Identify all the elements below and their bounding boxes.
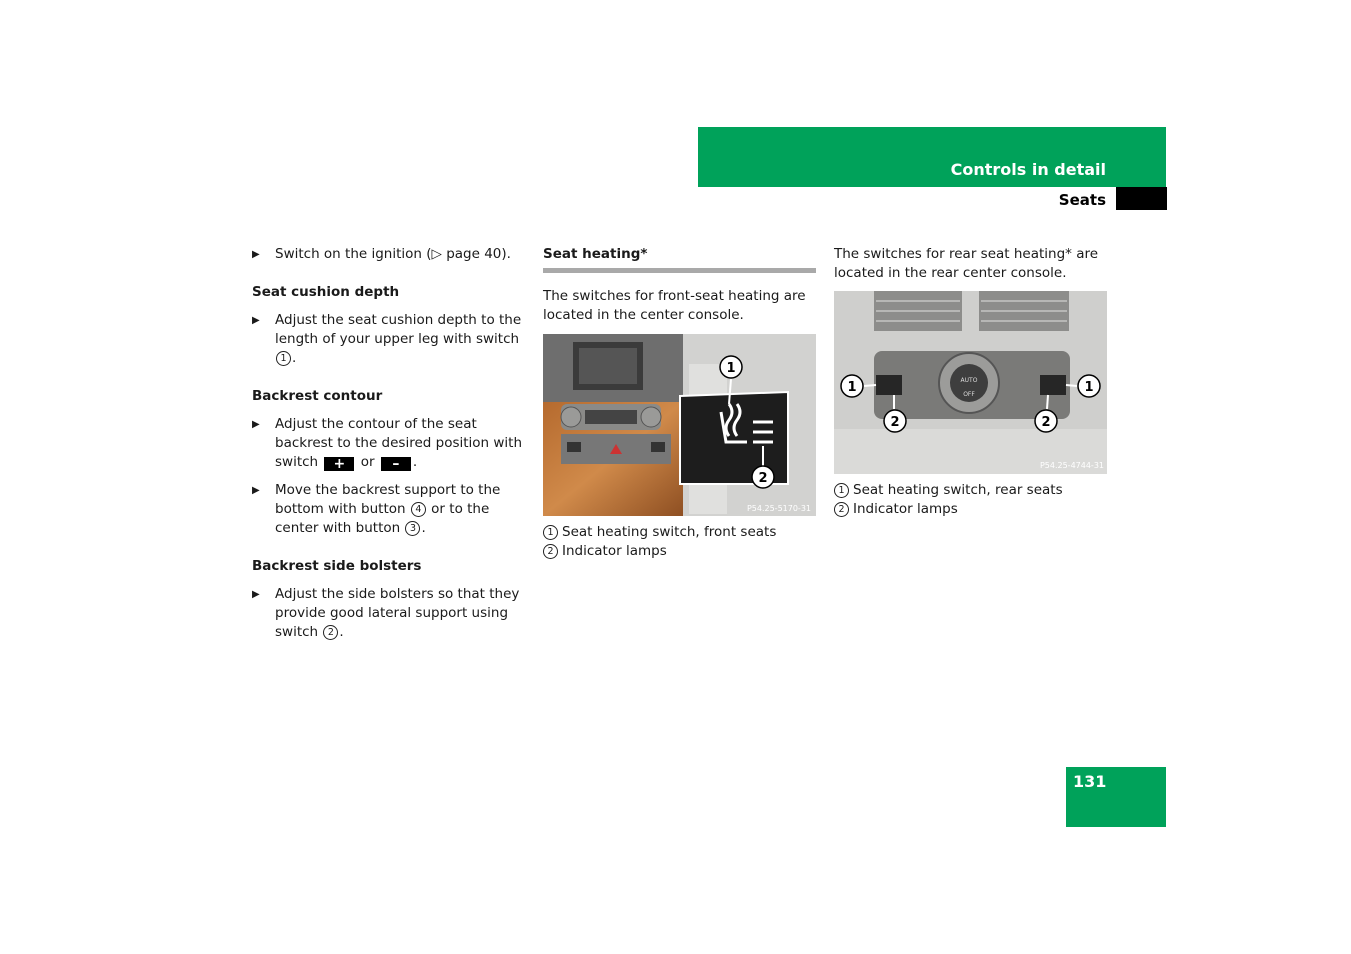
plus-key: + <box>324 457 354 471</box>
column-middle <box>543 245 816 561</box>
punct: . <box>292 350 297 366</box>
photo-label-off: OFF <box>963 391 975 398</box>
photo-callout-1-left: 1 <box>847 380 857 395</box>
callout-1: 1 <box>543 525 558 540</box>
caption-1 <box>834 481 1107 500</box>
heading-side-bolsters: Backrest side bolsters <box>252 558 422 574</box>
callout-4: 4 <box>411 502 426 517</box>
subsection-title: Seats <box>1058 191 1106 209</box>
column-left <box>252 245 524 651</box>
photo-callout-1-right: 1 <box>1084 380 1094 395</box>
callout-1: 1 <box>834 483 849 498</box>
step-text: Switch on the ignition (▷ page 40). <box>275 246 511 262</box>
caption-text: Indicator lamps <box>562 543 667 559</box>
step-cushion <box>252 311 524 368</box>
callout-2: 2 <box>323 625 338 640</box>
step-text: Adjust the side bolsters so that they provide good lateral support using switch <box>275 586 520 640</box>
step-support <box>252 481 524 538</box>
triangle-bullet-icon: ▶ <box>252 315 260 326</box>
heading-seat-heating: Seat heating* <box>543 245 816 273</box>
triangle-bullet-icon: ▶ <box>252 249 260 260</box>
or-word: or <box>360 454 375 470</box>
heading-backrest-contour: Backrest contour <box>252 388 383 404</box>
step-text: Adjust the seat cushion depth to the length of your upper leg with switch <box>275 312 522 347</box>
column-right <box>834 245 1107 519</box>
caption-text: Seat heating switch, rear seats <box>853 482 1063 498</box>
callout-2: 2 <box>543 544 558 559</box>
caption-text: Seat heating switch, front seats <box>562 524 777 540</box>
subsection-marker <box>1116 187 1167 210</box>
photo-callout-2: 2 <box>758 471 768 486</box>
caption-text: Indicator lamps <box>853 501 958 517</box>
rear-console-photo <box>834 291 1107 474</box>
step-bolsters <box>252 585 524 642</box>
section-title: Controls in detail <box>950 160 1106 179</box>
step-text: Adjust the contour of the seat backrest to the desired position with switch <box>275 416 523 470</box>
step-text: Move the backrest support to the bottom with button <box>275 482 501 517</box>
minus-key: – <box>381 457 411 471</box>
caption-2 <box>543 542 816 561</box>
photo-label-auto: AUTO <box>960 377 978 384</box>
triangle-bullet-icon: ▶ <box>252 419 260 430</box>
punct: . <box>339 624 344 640</box>
photo-callout-1: 1 <box>726 361 736 376</box>
rear-intro: The switches for rear seat heating* are located in the rear center console. <box>834 246 1099 281</box>
step-contour <box>252 415 524 472</box>
photo-code: P54.25-4744-31 <box>1039 461 1104 470</box>
caption-1 <box>543 523 816 542</box>
triangle-bullet-icon: ▶ <box>252 589 260 600</box>
page-number: 131 <box>1073 772 1107 791</box>
triangle-bullet-icon: ▶ <box>252 485 260 496</box>
front-console-photo <box>543 334 816 516</box>
step-ignition <box>252 245 524 264</box>
callout-2: 2 <box>834 502 849 517</box>
photo-callout-2-left: 2 <box>890 415 900 430</box>
callout-1: 1 <box>276 351 291 366</box>
punct: . <box>412 454 418 470</box>
callout-3: 3 <box>405 521 420 536</box>
caption-2 <box>834 500 1107 519</box>
photo-callout-2-right: 2 <box>1041 415 1051 430</box>
heading-seat-cushion-depth: Seat cushion depth <box>252 284 400 300</box>
photo-code: P54.25-5170-31 <box>746 504 811 513</box>
front-intro: The switches for front-seat heating are located in the center console. <box>543 288 806 323</box>
punct: . <box>421 520 426 536</box>
step-text: or to the center with button <box>275 501 490 536</box>
